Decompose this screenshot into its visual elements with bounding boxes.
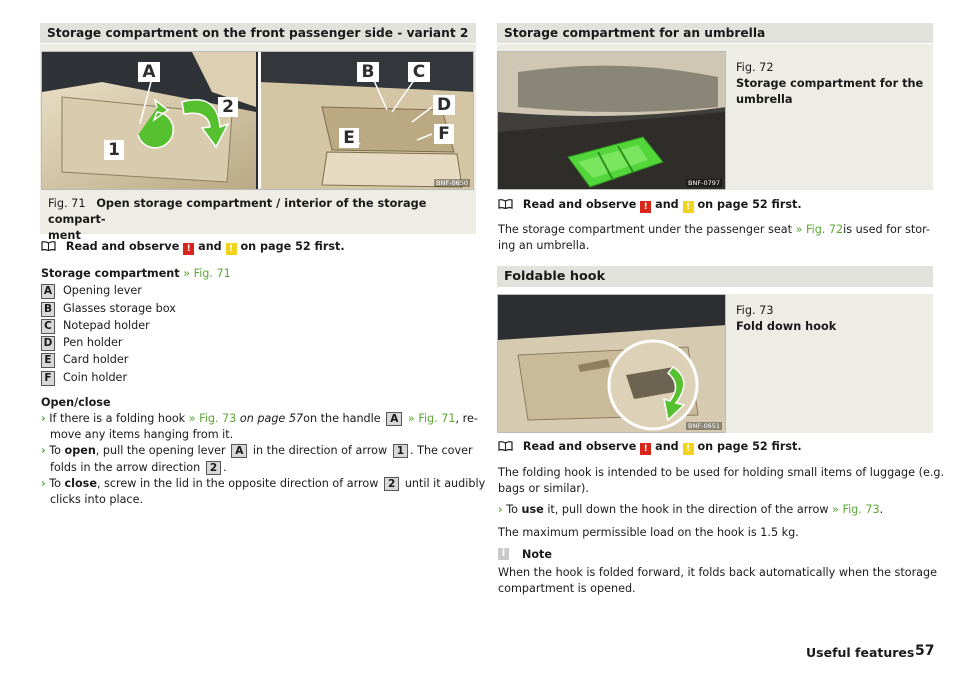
step-text: If there is a folding hook bbox=[49, 412, 186, 425]
read-observe-page-link[interactable]: on page 52 first. bbox=[697, 198, 802, 211]
legend-label: Notepad holder bbox=[63, 319, 150, 332]
step-text: To bbox=[49, 477, 61, 490]
figure-marker: F bbox=[434, 124, 454, 144]
step-1 bbox=[41, 410, 478, 427]
figure-marker: 2 bbox=[218, 97, 238, 117]
read-observe-note bbox=[41, 238, 345, 255]
legend-key: D bbox=[41, 336, 55, 351]
open-close-heading: Open/close bbox=[41, 396, 111, 409]
step-text: in the direction of arrow bbox=[252, 444, 388, 457]
figure-marker: 1 bbox=[104, 140, 124, 160]
figure-number: Fig. 73 bbox=[736, 304, 774, 317]
figure-71-image bbox=[41, 51, 474, 190]
step-3 bbox=[41, 475, 485, 492]
step-2 bbox=[41, 442, 473, 459]
step-text: on the handle bbox=[303, 412, 381, 425]
section-header-foldable-hook: Foldable hook bbox=[497, 266, 933, 287]
page-ref: on page 57 bbox=[239, 412, 304, 425]
figure-marker: A bbox=[138, 62, 160, 82]
step-text: , re- bbox=[455, 412, 478, 425]
note-line-2: compartment is opened. bbox=[498, 582, 636, 595]
footer-section-title: Useful features bbox=[806, 645, 915, 660]
figure-marker: E bbox=[339, 128, 359, 148]
figure-link[interactable]: » Fig. 71 bbox=[183, 267, 231, 280]
caution-icon: ! bbox=[683, 443, 694, 455]
step-text: it, pull down the hook in the direction of the arrow bbox=[547, 503, 829, 516]
note-line-1: When the hook is folded forward, it folds back automatically when the storage bbox=[498, 566, 938, 579]
key-label: 2 bbox=[206, 461, 221, 475]
step-text: until it audibly bbox=[404, 477, 486, 490]
read-observe-page-link[interactable]: on page 52 first. bbox=[697, 440, 802, 453]
storage-title: Storage compartment bbox=[41, 267, 180, 280]
legend-key: E bbox=[41, 353, 55, 368]
step-text: , screw in the lid in the opposite direction of arrow bbox=[96, 477, 379, 490]
read-observe-and: and bbox=[655, 198, 679, 211]
warning-icon: ! bbox=[640, 201, 651, 213]
bullet-icon: › bbox=[41, 444, 46, 457]
figure-link[interactable]: » Fig. 73 bbox=[188, 412, 237, 425]
figure-marker: C bbox=[408, 62, 430, 82]
page-number: 57 bbox=[915, 643, 935, 659]
figure-number: Fig. 72 bbox=[736, 61, 774, 74]
hook-text-line-2: bags or similar). bbox=[498, 482, 589, 495]
note-heading bbox=[498, 546, 552, 563]
step-text: . The cover bbox=[410, 444, 473, 457]
bullet-icon: › bbox=[41, 477, 46, 490]
figure-caption: ment bbox=[48, 229, 81, 242]
caution-icon: ! bbox=[683, 201, 694, 213]
read-observe-and: and bbox=[655, 440, 679, 453]
figure-caption: Storage compartment for the bbox=[736, 77, 924, 90]
figure-marker: D bbox=[433, 95, 455, 115]
step-text: . bbox=[879, 503, 884, 516]
figure-link[interactable]: » Fig. 71 bbox=[407, 412, 456, 425]
key-label: A bbox=[386, 412, 402, 426]
figure-72-image bbox=[497, 51, 726, 190]
legend-key: C bbox=[41, 319, 55, 334]
figure-72-illustration bbox=[498, 52, 726, 190]
figure-link[interactable]: » Fig. 73 bbox=[832, 503, 880, 516]
storage-compartment-heading bbox=[41, 265, 231, 282]
legend-label: Glasses storage box bbox=[63, 302, 176, 315]
read-observe-page-link[interactable]: on page 52 first. bbox=[240, 240, 345, 253]
step-3-line-2: clicks into place. bbox=[50, 493, 144, 506]
legend-label: Card holder bbox=[63, 353, 129, 366]
hook-text-line-1: The folding hook is intended to be used for holding small items of luggage (e.g. bbox=[498, 466, 945, 479]
figure-link[interactable]: » Fig. 72 bbox=[795, 223, 844, 236]
legend-key: B bbox=[41, 302, 55, 317]
step-2-line-2 bbox=[50, 459, 227, 476]
book-icon bbox=[498, 199, 513, 209]
figure-73-caption bbox=[736, 303, 836, 335]
read-observe-note bbox=[498, 196, 802, 213]
step-1-line-2: move any items hanging from it. bbox=[50, 428, 234, 441]
section-header-umbrella: Storage compartment for an umbrella bbox=[497, 23, 933, 43]
legend-label: Coin holder bbox=[63, 371, 128, 384]
step-text: , pull the opening lever bbox=[95, 444, 226, 457]
figure-71-caption bbox=[48, 196, 468, 244]
hook-use-step bbox=[498, 501, 883, 518]
umbrella-text-line-2: ing an umbrella. bbox=[498, 239, 590, 252]
step-action: close bbox=[64, 477, 97, 490]
book-icon bbox=[498, 441, 513, 451]
read-observe-text: Read and observe bbox=[522, 440, 637, 453]
book-icon bbox=[41, 241, 56, 251]
key-label: 2 bbox=[384, 477, 399, 491]
figure-code: BNF-0797 bbox=[688, 179, 720, 187]
read-observe-text: Read and observe bbox=[522, 198, 637, 211]
read-observe-text: Read and observe bbox=[65, 240, 180, 253]
key-label: 1 bbox=[393, 444, 408, 458]
caution-icon: ! bbox=[226, 243, 237, 255]
step-text: To bbox=[506, 503, 518, 516]
figure-caption: Fold down hook bbox=[736, 320, 837, 333]
bullet-icon: › bbox=[498, 503, 503, 516]
warning-icon: ! bbox=[183, 243, 194, 255]
legend-key: F bbox=[41, 371, 55, 386]
bullet-icon: › bbox=[41, 412, 46, 425]
legend-label: Pen holder bbox=[63, 336, 123, 349]
note-title: Note bbox=[522, 548, 552, 561]
read-observe-and: and bbox=[198, 240, 222, 253]
figure-marker: B bbox=[357, 62, 379, 82]
read-observe-note bbox=[498, 438, 802, 455]
legend-label: Opening lever bbox=[63, 284, 142, 297]
figure-code: BNF-0651 bbox=[688, 422, 720, 430]
figure-code: BNF-0650 bbox=[436, 179, 468, 187]
step-action: open bbox=[64, 444, 96, 457]
key-label: A bbox=[231, 444, 247, 458]
figure-caption: umbrella bbox=[736, 93, 793, 106]
step-text: . bbox=[223, 461, 227, 474]
umbrella-text-line-1 bbox=[498, 221, 930, 238]
legend-key: A bbox=[41, 284, 55, 299]
body-text: The storage compartment under the passenger seat bbox=[498, 223, 792, 236]
step-text: folds in the arrow direction bbox=[50, 461, 201, 474]
body-text: is used for stor- bbox=[843, 223, 931, 236]
warning-icon: ! bbox=[640, 443, 651, 455]
figure-caption: Open storage compartment / interior of the storage compart- bbox=[48, 197, 427, 226]
info-icon: i bbox=[498, 548, 509, 560]
step-text: To bbox=[49, 444, 61, 457]
section-header-passenger-storage: Storage compartment on the front passenger side - variant 2 bbox=[40, 23, 476, 43]
figure-number: Fig. 71 bbox=[48, 197, 86, 210]
max-load-text: The maximum permissible load on the hook is 1.5 kg. bbox=[498, 526, 799, 539]
step-action: use bbox=[521, 503, 544, 516]
figure-73-illustration bbox=[498, 295, 726, 433]
figure-72-caption bbox=[736, 60, 923, 108]
figure-73-image bbox=[497, 294, 726, 433]
